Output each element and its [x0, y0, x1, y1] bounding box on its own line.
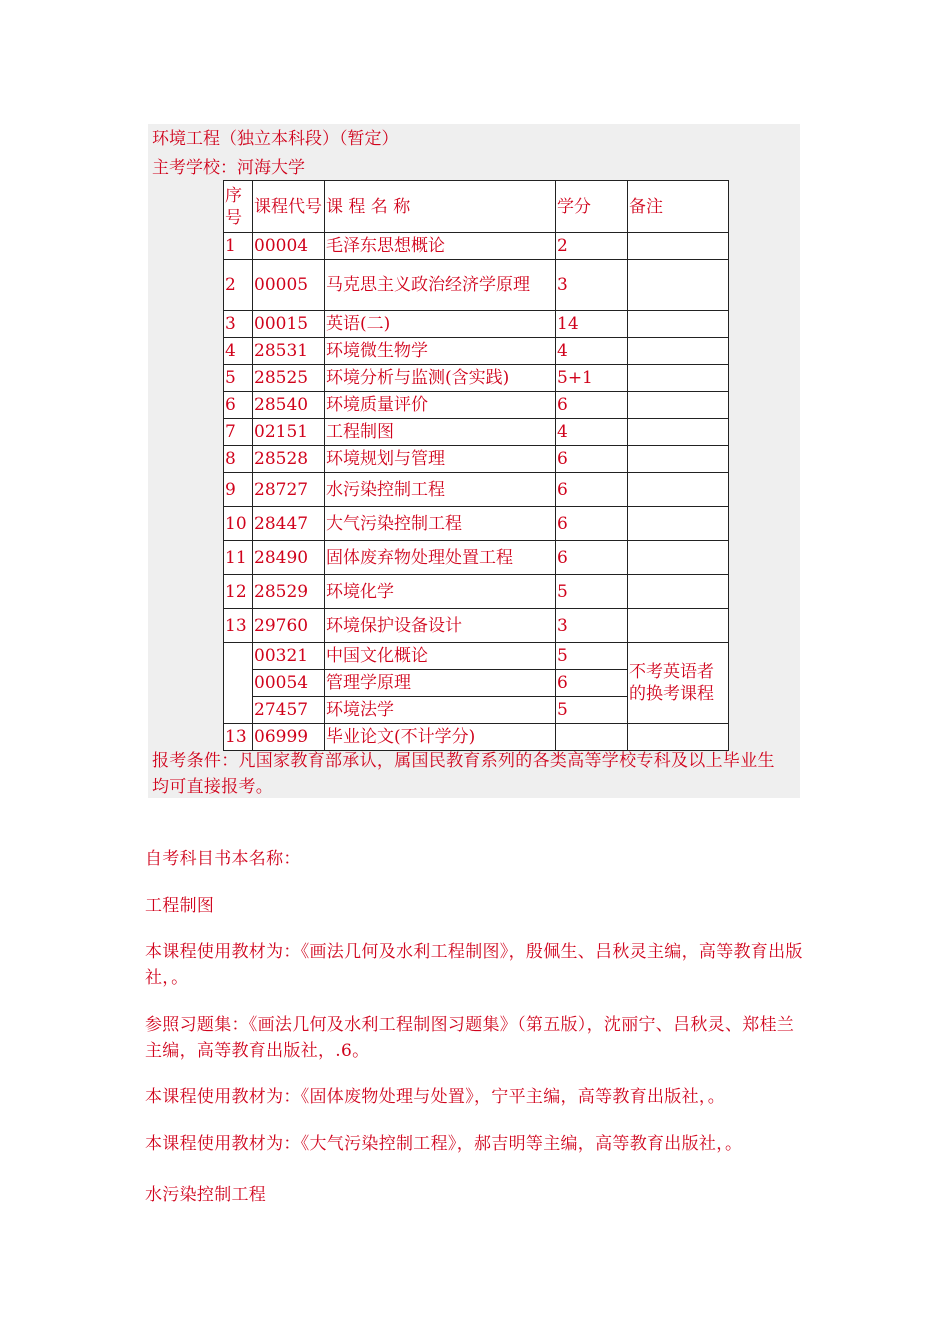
course-code: 28529	[253, 575, 325, 609]
table-row	[224, 609, 729, 643]
table-row	[224, 419, 729, 446]
course-name: 环境法学	[325, 697, 556, 724]
course-credit: 4	[556, 338, 628, 365]
course-note	[628, 446, 729, 473]
course-credit: 6	[556, 446, 628, 473]
course-name: 环境分析与监测(含实践)	[325, 365, 556, 392]
course-note	[628, 311, 729, 338]
body-textbook-1: 本课程使用教材为：《画法几何及水利工程制图》，殷佩生、吕秋灵主编，高等教育出版社，。	[145, 942, 803, 988]
course-note	[628, 473, 729, 507]
course-name: 环境微生物学	[325, 338, 556, 365]
course-note	[628, 365, 729, 392]
course-credit: 2	[556, 233, 628, 260]
course-note	[628, 233, 729, 260]
course-name: 环境保护设备设计	[325, 609, 556, 643]
header-name: 课 程 名 称	[325, 181, 556, 233]
course-seq: 5	[224, 365, 253, 392]
course-seq: 7	[224, 419, 253, 446]
course-code: 28490	[253, 541, 325, 575]
course-code: 28525	[253, 365, 325, 392]
table-row	[224, 541, 729, 575]
header-seq: 序号	[224, 181, 253, 233]
course-code: 28528	[253, 446, 325, 473]
header-credit: 学分	[556, 181, 628, 233]
course-seq: 13	[224, 724, 253, 751]
course-code: 00321	[253, 643, 325, 670]
course-note	[628, 575, 729, 609]
course-credit: 5+1	[556, 365, 628, 392]
course-seq: 8	[224, 446, 253, 473]
substitute-note: 不考英语者的换考课程	[628, 643, 729, 724]
body-heading: 自考科目书本名称：	[145, 849, 301, 869]
course-credit: 3	[556, 609, 628, 643]
course-credit: 3	[556, 260, 628, 311]
course-seq	[224, 643, 253, 724]
course-name: 管理学原理	[325, 670, 556, 697]
course-table	[223, 180, 729, 751]
table-row	[224, 365, 729, 392]
table-row	[224, 392, 729, 419]
course-code: 28727	[253, 473, 325, 507]
course-seq: 12	[224, 575, 253, 609]
page-title: 环境工程（独立本科段）（暂定）	[152, 129, 399, 149]
course-credit: 4	[556, 419, 628, 446]
body-course-name-2: 水污染控制工程	[145, 1185, 267, 1205]
course-note	[628, 392, 729, 419]
course-credit	[556, 724, 628, 751]
course-code: 28531	[253, 338, 325, 365]
course-credit: 6	[556, 473, 628, 507]
course-name: 大气污染控制工程	[325, 507, 556, 541]
course-note	[628, 338, 729, 365]
header-code: 课程代号	[253, 181, 325, 233]
course-note	[628, 724, 729, 751]
course-credit: 6	[556, 541, 628, 575]
header-note: 备注	[628, 181, 729, 233]
table-row	[224, 473, 729, 507]
course-name: 工程制图	[325, 419, 556, 446]
course-code: 28540	[253, 392, 325, 419]
course-credit: 5	[556, 697, 628, 724]
course-seq: 9	[224, 473, 253, 507]
exam-conditions: 报考条件：凡国家教育部承认，属国民教育系列的各类高等学校专科及以上毕业生均可直接报考。	[152, 751, 775, 797]
course-name: 环境质量评价	[325, 392, 556, 419]
course-name: 马克思主义政治经济学原理	[325, 260, 556, 311]
course-credit: 5	[556, 643, 628, 670]
course-name: 固体废弃物处理处置工程	[325, 541, 556, 575]
body-course-name: 工程制图	[145, 896, 215, 916]
course-code: 00005	[253, 260, 325, 311]
course-code: 27457	[253, 697, 325, 724]
course-name: 英语(二)	[325, 311, 556, 338]
course-credit: 6	[556, 507, 628, 541]
body-exercise-book: 参照习题集：《画法几何及水利工程制图习题集》（第五版），沈丽宁、吕秋灵、郑桂兰主编，高等教育出版社，.6。	[145, 1015, 795, 1061]
course-code: 06999	[253, 724, 325, 751]
course-code: 28447	[253, 507, 325, 541]
course-name: 环境化学	[325, 575, 556, 609]
body-textbook-3: 本课程使用教材为：《大气污染控制工程》，郝吉明等主编，高等教育出版社，。	[145, 1134, 743, 1154]
table-row	[224, 338, 729, 365]
course-credit: 14	[556, 311, 628, 338]
course-name: 毕业论文(不计学分)	[325, 724, 556, 751]
course-code: 00054	[253, 670, 325, 697]
table-row	[224, 575, 729, 609]
course-name: 毛泽东思想概论	[325, 233, 556, 260]
table-row	[224, 446, 729, 473]
course-note	[628, 609, 729, 643]
course-name: 水污染控制工程	[325, 473, 556, 507]
course-seq: 10	[224, 507, 253, 541]
course-code: 00004	[253, 233, 325, 260]
course-seq: 13	[224, 609, 253, 643]
course-code: 00015	[253, 311, 325, 338]
table-header-row	[224, 181, 729, 233]
table-row	[224, 643, 729, 670]
course-credit: 6	[556, 670, 628, 697]
course-seq: 3	[224, 311, 253, 338]
table-row	[224, 507, 729, 541]
course-credit: 5	[556, 575, 628, 609]
course-seq: 11	[224, 541, 253, 575]
course-name: 环境规划与管理	[325, 446, 556, 473]
exam-school: 主考学校：河海大学	[152, 158, 305, 178]
body-textbook-2: 本课程使用教材为：《固体废物处理与处置》，宁平主编，高等教育出版社，。	[145, 1087, 725, 1107]
course-seq: 2	[224, 260, 253, 311]
course-name: 中国文化概论	[325, 643, 556, 670]
table-row	[224, 260, 729, 311]
course-note	[628, 260, 729, 311]
table-row	[224, 724, 729, 751]
course-seq: 6	[224, 392, 253, 419]
table-row	[224, 233, 729, 260]
course-note	[628, 507, 729, 541]
course-note	[628, 419, 729, 446]
table-row	[224, 311, 729, 338]
course-note	[628, 541, 729, 575]
course-seq: 4	[224, 338, 253, 365]
course-seq: 1	[224, 233, 253, 260]
course-credit: 6	[556, 392, 628, 419]
course-code: 29760	[253, 609, 325, 643]
course-code: 02151	[253, 419, 325, 446]
